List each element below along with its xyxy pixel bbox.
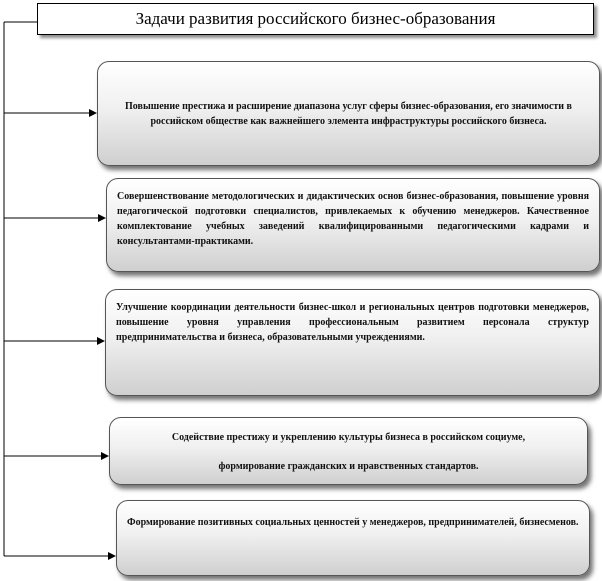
- task-box-4-line-1: Содействие престижу и укреплению культуры бизнеса в российском социуме,: [171, 432, 526, 443]
- task-box-5: [116, 500, 590, 576]
- task-box-5-text: Формирование позитивных социальных ценностей у менеджеров, предпринимателей, бизнесменов.: [127, 517, 579, 528]
- task-box-3: [105, 289, 600, 396]
- task-box-1-text: Повышение престижа и расширение диапазона услуг сферы бизнес-образования, его значимости в российском обществе как важнейшего элемента инфраструктуры российского бизнеса.: [125, 100, 572, 127]
- task-box-4-line-2: формирование гражданских и нравственных стандартов.: [218, 461, 479, 472]
- task-box-2-text: Совершенствование методологических и дидактических основ бизнес-образования, повышение уровня педагогической подготовки специалистов, привлекаемых к обучению менеджеров. Качественное комплектование учебных заведений квалифицированными педагогическими кадрами и консультантами-практиками.: [117, 191, 589, 247]
- task-box-2: [106, 178, 600, 272]
- diagram-title: [37, 3, 594, 35]
- task-box-1: [97, 61, 600, 166]
- diagram-title-text: Задачи развития российского бизнес-образования: [135, 9, 496, 28]
- task-box-3-text: Улучшение координации деятельности бизнес-школ и региональных центров подготовки менеджеров, повышение уровня управления профессиональным развитием персонала структур предпринимательства и бизнеса, образовательными учреждениями.: [116, 302, 589, 343]
- task-box-4: [109, 417, 588, 485]
